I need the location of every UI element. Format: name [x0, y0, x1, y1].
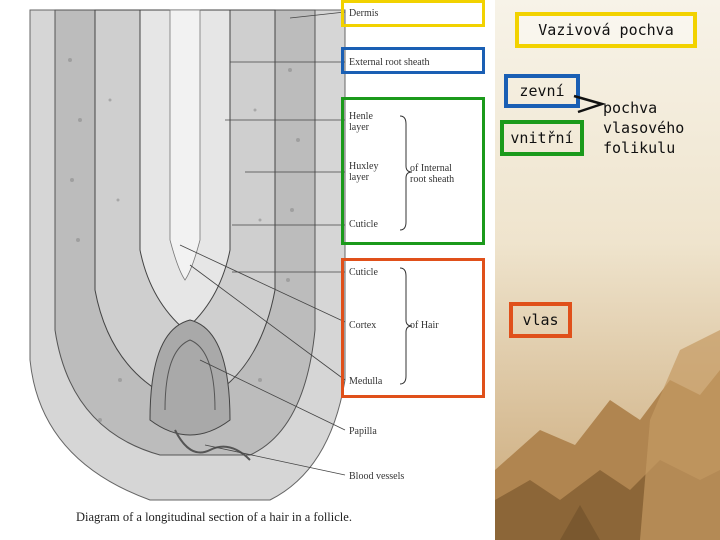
hair-highlight-box: [341, 258, 485, 398]
label-cuticle-hair: Cuticle: [349, 267, 378, 278]
follicle-label-line2: vlasového: [603, 119, 685, 137]
label-papilla: Papilla: [349, 426, 377, 437]
internal-root-sheath-highlight-box: [341, 97, 485, 245]
label-henle-line2: layer: [349, 122, 369, 133]
follicle-label-line1: pochva: [603, 99, 658, 117]
tag-vlas: vlas: [509, 302, 572, 338]
label-cortex: Cortex: [349, 320, 377, 331]
follicle-sheath-label: [603, 98, 684, 158]
figure-caption: Diagram of a longitudinal section of a hair in a follicle.: [76, 510, 352, 524]
label-henle-line1: Henle: [349, 111, 373, 122]
label-medulla: Medulla: [349, 376, 383, 387]
label-external-root-sheath: External root sheath: [349, 57, 430, 68]
label-dermis: Dermis: [349, 8, 379, 19]
label-internal-line1: of Internal: [410, 163, 452, 174]
label-blood-vessels: Blood vessels: [349, 471, 405, 482]
label-cuticle-sheath: Cuticle: [349, 219, 378, 230]
tag-vazivova-pochva: Vazivová pochva: [515, 12, 697, 48]
tag-vnitrni: vnitřní: [500, 120, 584, 156]
label-of-hair: of Hair: [410, 320, 439, 331]
external-root-sheath-highlight-box: [341, 47, 485, 74]
label-huxley-line1: Huxley: [349, 161, 379, 172]
label-internal-line2: root sheath: [410, 174, 455, 185]
medulla-region: [170, 10, 200, 280]
dermis-highlight-box: [341, 0, 485, 27]
follicle-label-line3: folikulu: [603, 139, 676, 157]
label-huxley-line2: layer: [349, 172, 369, 183]
tag-zevni: zevní: [504, 74, 580, 108]
